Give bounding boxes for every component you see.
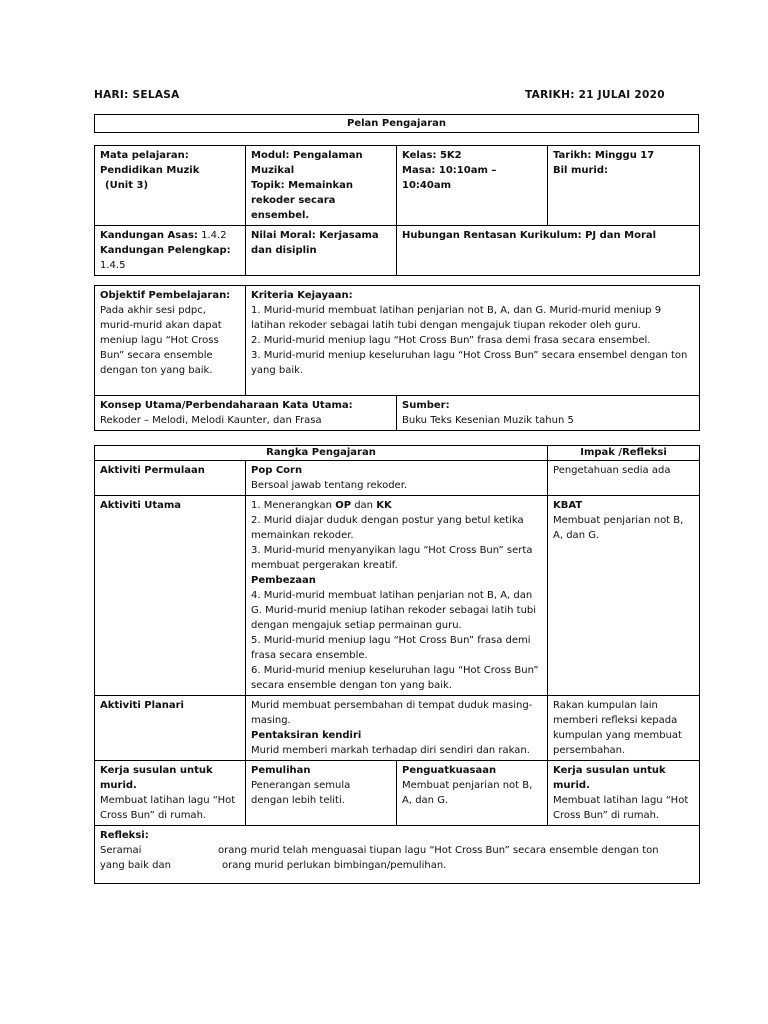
criteria-item: 3. Murid-murid meniup keseluruhan lagu “Hot Cross Bun” secara ensembel dengan ton yang baik. (251, 350, 688, 376)
supp-label: Kandungan Pelengkap: (100, 245, 231, 256)
criteria-item: 1. Murid-murid membuat latihan penjarian not B, A, dan G. Murid-murid meniup 9 latihan rekoder sebagai latih tubi dengan mengajuk tiupan rekoder oleh guru. (251, 305, 662, 331)
supp-value: 1.4.5 (100, 260, 126, 271)
enrichment-text: Membuat penjarian not B, A, dan G. (402, 780, 533, 806)
module-cell (246, 146, 397, 226)
main-step-5: 5. Murid-murid meniup lagu “Hot Cross Bun” frasa demi frasa secara ensemble. (251, 635, 531, 661)
differentiation-label: Pembezaan (251, 575, 316, 586)
planari-text: Murid membuat persembahan di tempat duduk masing-masing. (251, 700, 533, 726)
remedial-text: Penerangan semula dengan lebih teliti. (251, 780, 351, 806)
subject-value: Pendidikan Muzik (100, 165, 200, 176)
reflection-cell (95, 826, 700, 884)
main-step-1: 1. Menerangkan (251, 500, 336, 511)
lesson-plan-table (94, 445, 700, 884)
content-cell (95, 226, 246, 276)
reflection-line-1: orang murid telah menguasai tiupan lagu “Hot Cross Bun” secara ensemble dengan ton (218, 845, 659, 856)
followup2-cell (548, 761, 700, 826)
start-text: Bersoal jawab tentang rekoder. (251, 480, 408, 491)
module-value: Modul: Pengalaman Muzikal (251, 150, 363, 176)
main-step-4: 4. Murid-murid membuat latihan penjarian not B, A, dan G. Murid-murid meniup latihan rekoder sebagai latih tubi dengan mengajuk setiap permainan guru. (251, 590, 537, 631)
main-step-2: 2. Murid diajar duduk dengan postur yang betul ketika memainkan rekoder. (251, 515, 524, 541)
assessment-text: Murid memberi markah terhadap diri sendiri dan rakan. (251, 745, 530, 756)
unit-value: (Unit 3) (105, 180, 149, 191)
week-value: Tarikh: Minggu 17 (553, 150, 655, 161)
main-impact: Membuat penjarian not B, A, dan G. (553, 515, 684, 541)
date-header: TARIKH: 21 JULAI 2020 (525, 89, 665, 101)
plan-col-header: Rangka Pengajaran (95, 446, 548, 461)
main-step-6: 6. Murid-murid meniup keseluruhan lagu “Hot Cross Bun” secara ensemble dengan ton yang baik. (251, 665, 539, 691)
followup2-label: Kerja susulan untuk murid. (553, 765, 666, 791)
links-value: Hubungan Rentasan Kurikulum: PJ dan Moral (397, 226, 700, 276)
source-label: Sumber: (402, 400, 450, 411)
concept-text: Rekoder – Melodi, Melodi Kaunter, dan Frasa (100, 415, 322, 426)
remedial-label: Pemulihan (251, 765, 311, 776)
planari-cell (246, 696, 548, 761)
objective-cell (95, 286, 246, 396)
source-cell (397, 396, 700, 431)
followup-text: Membuat latihan lagu “Hot Cross Bun” di rumah. (100, 795, 236, 821)
moral-value: Nilai Moral: Kerjasama dan disiplin (246, 226, 397, 276)
start-impact: Pengetahuan sedia ada (548, 461, 700, 496)
day-header: HARI: SELASA (94, 89, 180, 101)
reflection-line-2: orang murid perlukan bimbingan/pemulihan. (222, 860, 447, 871)
remedial-cell (246, 761, 397, 826)
subject-cell (95, 146, 246, 226)
title-table (94, 114, 699, 133)
start-title: Pop Corn (251, 465, 303, 476)
enrichment-cell (397, 761, 548, 826)
class-value: Kelas: 5K2 (402, 150, 462, 161)
start-label: Aktiviti Permulaan (95, 461, 246, 496)
reflection-count-2: yang baik dan (100, 860, 171, 871)
students-value: Bil murid: (553, 165, 609, 176)
source-text: Buku Teks Kesenian Muzik tahun 5 (402, 415, 574, 426)
concept-cell (95, 396, 397, 431)
info-table (94, 145, 700, 276)
criteria-label: Kriteria Kejayaan: (251, 290, 353, 301)
reflection-count-1: Seramai (100, 845, 142, 856)
planari-label: Aktiviti Planari (95, 696, 246, 761)
start-cell (246, 461, 548, 496)
followup2-text: Membuat latihan lagu “Hot Cross Bun” di rumah. (553, 795, 689, 821)
main-step-3: 3. Murid-murid menyanyikan lagu “Hot Cross Bun” serta membuat pergerakan kreatif. (251, 545, 533, 571)
enrichment-label: Penguatkuasaan (402, 765, 497, 776)
op-term: OP (335, 500, 352, 511)
main-label: Aktiviti Utama (95, 496, 246, 696)
followup-cell (95, 761, 246, 826)
subject-label: Mata pelajaran: (100, 150, 189, 161)
main-impact-cell (548, 496, 700, 696)
kk-term: KK (376, 500, 392, 511)
topic-value: Topik: Memainkan rekoder secara ensembel. (251, 180, 354, 221)
followup-label: Kerja susulan untuk murid. (100, 765, 213, 791)
main-cell (246, 496, 548, 696)
objective-label: Objektif Pembelajaran: (100, 290, 231, 301)
core-value: 1.4.2 (201, 230, 227, 241)
date-cell (548, 146, 700, 226)
assessment-label: Pentaksiran kendiri (251, 730, 362, 741)
kbat-label: KBAT (553, 500, 583, 511)
concept-label: Konsep Utama/Perbendaharaan Kata Utama: (100, 400, 353, 411)
criteria-cell (246, 286, 700, 396)
main-step-1-and: dan (351, 500, 377, 511)
core-label: Kandungan Asas: (100, 230, 198, 241)
time-value: Masa: 10:10am – 10:40am (402, 165, 497, 191)
plan-title: Pelan Pengajaran (95, 115, 699, 133)
criteria-item: 2. Murid-murid meniup lagu “Hot Cross Bun” frasa demi frasa secara ensembel. (251, 335, 651, 346)
planari-impact: Rakan kumpulan lain memberi refleksi kepada kumpulan yang membuat persembahan. (548, 696, 700, 761)
objective-text: Pada akhir sesi pdpc, murid-murid akan dapat meniup lagu “Hot Cross Bun” secara ensemble dengan ton yang baik. (100, 305, 222, 376)
objectives-table (94, 285, 700, 431)
class-cell (397, 146, 548, 226)
impact-col-header: Impak /Refleksi (548, 446, 700, 461)
reflection-label: Refleksi: (100, 830, 149, 841)
